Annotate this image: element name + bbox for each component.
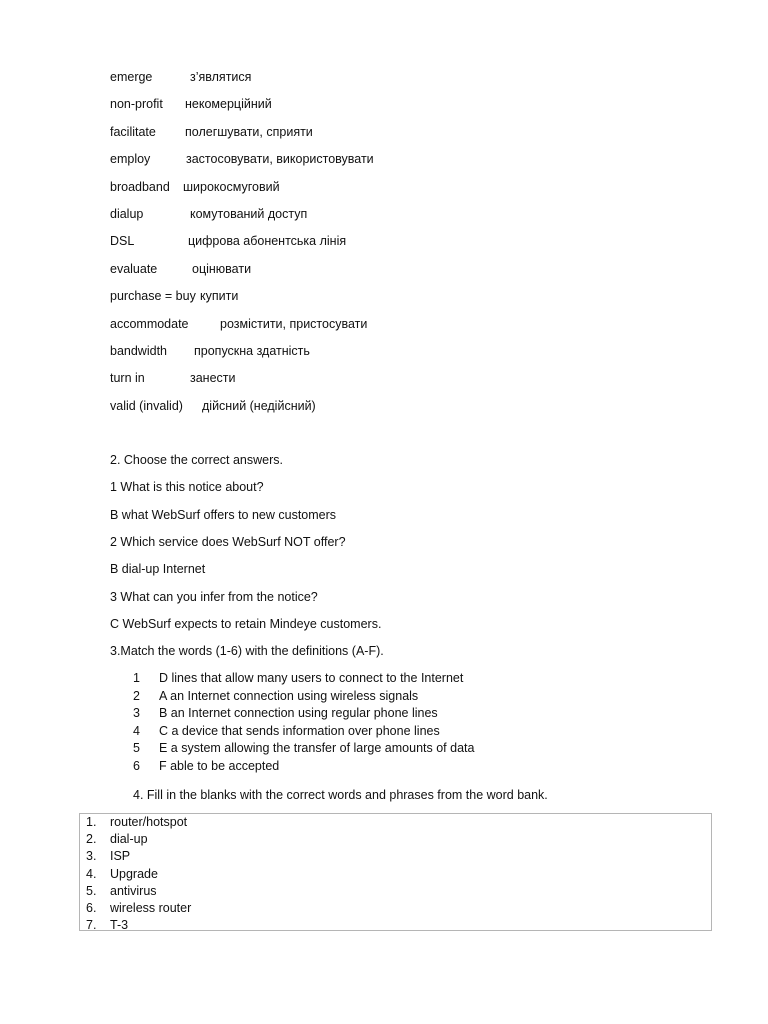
vocab-row [110,287,710,314]
word-bank-item [80,848,711,865]
vocab-row [110,342,710,369]
vocab-term: broadband [110,179,170,194]
matching-definition: B an Internet connection using regular phone lines [159,706,438,721]
word-bank-number: 1. [86,815,97,829]
vocab-term: accommodate [110,316,189,331]
vocab-row [110,260,710,287]
vocab-translation: дійсний (недійсний) [202,398,316,413]
exercise2-question-2: 2 Which service does WebSurf NOT offer? [110,535,346,549]
matching-number: 6 [133,758,140,773]
matching-item [110,705,710,723]
matching-item [110,688,710,706]
vocab-term: evaluate [110,261,158,276]
word-bank-word: dial-up [110,832,148,847]
vocab-translation: оцінювати [192,261,252,276]
word-bank-item [80,866,711,883]
vocab-term: dialup [110,206,144,221]
matching-number: 4 [133,723,140,738]
matching-number: 2 [133,688,140,703]
vocab-translation: занести [190,371,236,386]
matching-definition: E a system allowing the transfer of large amounts of data [159,741,475,756]
exercise2-question-3: 3 What can you infer from the notice? [110,590,318,604]
word-bank-item [80,917,711,934]
vocab-translation: купити [200,289,239,304]
matching-definition: F able to be accepted [159,758,280,773]
vocab-translation: некомерційний [185,97,272,112]
word-bank-word: antivirus [110,883,157,898]
exercise2-answer-3: C WebSurf expects to retain Mindeye customers. [110,617,382,631]
exercise2-heading: 2. Choose the correct answers. [110,453,283,467]
matching-number: 3 [133,706,140,721]
exercise4-heading: 4. Fill in the blanks with the correct words and phrases from the word bank. [133,788,548,802]
vocab-row [110,315,710,342]
matching-item [110,758,710,776]
vocab-term: emerge [110,70,153,84]
exercise2-answer-2: B dial-up Internet [110,562,206,576]
word-bank-word: router/hotspot [110,815,188,829]
word-bank-word: ISP [110,849,131,864]
exercise3-heading: 3.Match the words (1-6) with the definitions (A-F). [110,644,384,658]
vocab-term: DSL [110,234,135,249]
vocab-row [110,123,710,150]
vocab-translation: розмістити, пристосувати [220,316,368,331]
matching-definition: C a device that sends information over phone lines [159,723,440,738]
matching-number: 5 [133,741,140,756]
vocab-row [110,205,710,232]
vocab-term: turn in [110,371,145,386]
word-bank-number: 7. [86,918,97,933]
vocab-term: valid (invalid) [110,398,183,413]
matching-definition: A an Internet connection using wireless signals [159,688,419,703]
word-bank-word: wireless router [110,900,192,915]
vocab-translation: комутований доступ [190,206,308,221]
vocab-term: employ [110,152,151,167]
word-bank-item [80,831,711,848]
matching-item [110,670,710,688]
word-bank-number: 3. [86,849,97,864]
vocab-row [110,95,710,122]
vocab-row [110,397,710,424]
vocab-row [110,178,710,205]
word-bank-table [79,813,712,931]
matching-definition: D lines that allow many users to connect to the Internet [159,671,464,685]
vocab-translation: широкосмуговий [183,179,280,194]
vocab-term: facilitate [110,124,156,139]
word-bank-item [80,900,711,917]
vocab-term: non-profit [110,97,163,112]
word-bank-word: T-3 [110,918,129,933]
matching-item [110,723,710,741]
word-bank-number: 6. [86,900,97,915]
vocab-row [110,232,710,259]
vocab-row [110,369,710,396]
word-bank-number: 5. [86,883,97,898]
vocab-translation: застосовувати, використовувати [186,152,374,167]
word-bank-number: 2. [86,832,97,847]
vocab-row [110,68,710,95]
vocab-translation: цифрова абонентська лінія [188,234,347,249]
vocab-term: purchase = buy [110,289,196,304]
word-bank-item [80,814,711,831]
vocab-translation: полегшувати, сприяти [185,124,313,139]
vocabulary-list [110,68,710,424]
matching-item [110,740,710,758]
vocab-translation: пропускна здатність [194,343,310,358]
matching-number: 1 [133,671,140,685]
exercise2-question-1: 1 What is this notice about? [110,480,264,494]
word-bank-number: 4. [86,866,97,881]
vocab-translation: з’являтися [190,70,252,84]
matching-list [110,670,710,776]
word-bank-word: Upgrade [110,866,158,881]
word-bank-item [80,883,711,900]
exercise2-answer-1: B what WebSurf offers to new customers [110,508,337,522]
vocab-term: bandwidth [110,343,167,358]
vocab-row [110,150,710,177]
